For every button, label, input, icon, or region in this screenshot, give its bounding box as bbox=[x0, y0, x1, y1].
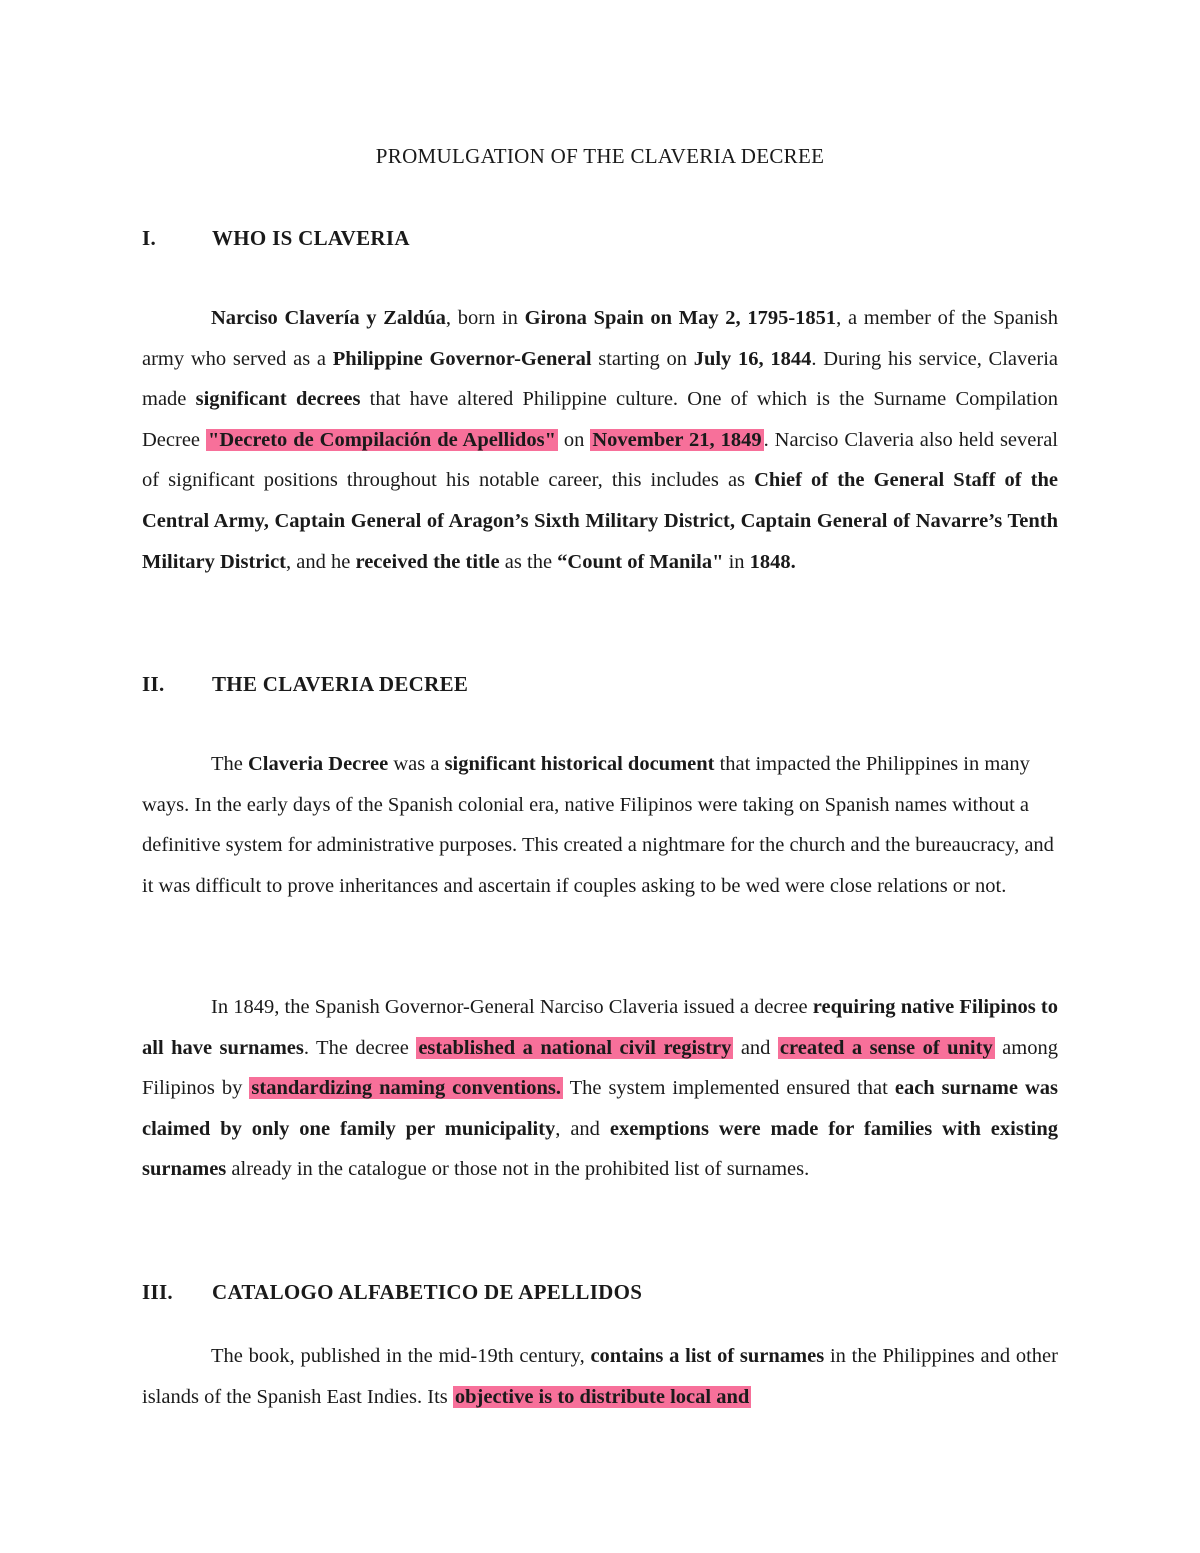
bold-text: requiring native Filipinos to all have surnames bbox=[142, 996, 1058, 1059]
text-run: was a bbox=[388, 753, 445, 775]
bold-text: received the title bbox=[355, 550, 500, 573]
section-title: WHO IS CLAVERIA bbox=[212, 226, 410, 250]
text-run: that impacted the Philippines in many ways. In the early days of the Spanish colonial era, native Filipinos were taking on Spanish names without a definitive system for administrative purposes. This created a nightmare for the church and the bureaucracy, and it was difficult to prove inheritances and ascertain if couples asking to be wed were close relations or not. bbox=[142, 753, 1054, 897]
text-run: The bbox=[211, 753, 248, 775]
bold-text: contains a list of surnames bbox=[590, 1345, 825, 1367]
text-run: in bbox=[723, 550, 750, 573]
text-run: on bbox=[557, 428, 591, 451]
highlighted-text: created a sense of unity bbox=[779, 1036, 993, 1059]
section-number: I. bbox=[142, 226, 157, 250]
section-title: CATALOGO ALFABETICO DE APELLIDOS bbox=[212, 1280, 643, 1304]
section-heading-1 bbox=[142, 226, 410, 251]
text-run: already in the catalogue or those not in the prohibited list of surnames. bbox=[226, 1158, 810, 1181]
paragraph bbox=[142, 987, 1058, 1190]
section-number: II. bbox=[142, 672, 165, 696]
bold-text: Claveria Decree bbox=[248, 753, 389, 775]
text-run: , and he bbox=[286, 550, 356, 573]
paragraph bbox=[142, 298, 1058, 582]
text-run: In 1849, the Spanish Governor-General Narciso Claveria issued a decree bbox=[211, 996, 813, 1018]
text-run: . During his service, Claveria made bbox=[142, 347, 1058, 411]
text-run: The book, published in the mid-19th century, bbox=[211, 1345, 591, 1367]
text-run: The system implemented ensured that bbox=[562, 1077, 895, 1100]
text-run: among Filipinos by bbox=[142, 1036, 1058, 1100]
bold-text: each surname was claimed by only one family per municipality bbox=[142, 1077, 1058, 1140]
bold-text: Girona Spain on May 2, 1795-1851 bbox=[524, 307, 837, 329]
text-run: , and bbox=[555, 1117, 610, 1140]
bold-text: significant decrees bbox=[195, 388, 361, 411]
section-heading-2 bbox=[142, 672, 468, 697]
text-run: , born in bbox=[445, 307, 525, 329]
paragraph bbox=[142, 1336, 1058, 1417]
section-number: III. bbox=[142, 1280, 173, 1304]
bold-text: “Count of Manila" bbox=[557, 550, 724, 573]
bold-text: Chief of the General Staff of the Central Army, Captain General of Aragon’s Sixth Military District, Captain General of Navarre’s Tenth Military District bbox=[142, 469, 1058, 573]
text-run: that have altered Philippine culture. One of which is the Surname Compilation Decree bbox=[142, 388, 1058, 451]
highlighted-text: November 21, 1849 bbox=[592, 428, 762, 451]
section-heading-3 bbox=[142, 1280, 642, 1305]
text-run: as the bbox=[499, 550, 558, 573]
highlighted-text: "Decreto de Compilación de Apellidos" bbox=[207, 428, 556, 451]
highlighted-text: objective is to distribute local and bbox=[454, 1385, 750, 1408]
bold-text: Philippine Governor-General bbox=[332, 347, 592, 370]
text-run: . The decree bbox=[303, 1036, 417, 1059]
highlighted-text: established a national civil registry bbox=[418, 1036, 732, 1059]
section-title: THE CLAVERIA DECREE bbox=[212, 672, 469, 696]
bold-text: significant historical document bbox=[444, 753, 715, 775]
text-run: in the Philippines and other islands of the Spanish East Indies. Its bbox=[142, 1345, 1058, 1408]
highlighted-text: standardizing naming conventions. bbox=[251, 1077, 561, 1100]
bold-text: 1848. bbox=[749, 550, 796, 573]
paragraph bbox=[142, 744, 1058, 906]
text-run: starting on bbox=[591, 347, 694, 370]
bold-text: Narciso Clavería y Zaldúa bbox=[211, 307, 446, 329]
text-run: . Narciso Claveria also held several of significant positions throughout his notable career, this includes as bbox=[142, 428, 1059, 492]
text-run: , a member of the Spanish army who served as a bbox=[142, 307, 1058, 370]
document-title: PROMULGATION OF THE CLAVERIA DECREE bbox=[375, 144, 825, 168]
bold-text: July 16, 1844 bbox=[693, 347, 812, 370]
bold-text: exemptions were made for families with existing surnames bbox=[142, 1117, 1058, 1181]
text-run: and bbox=[733, 1036, 778, 1059]
